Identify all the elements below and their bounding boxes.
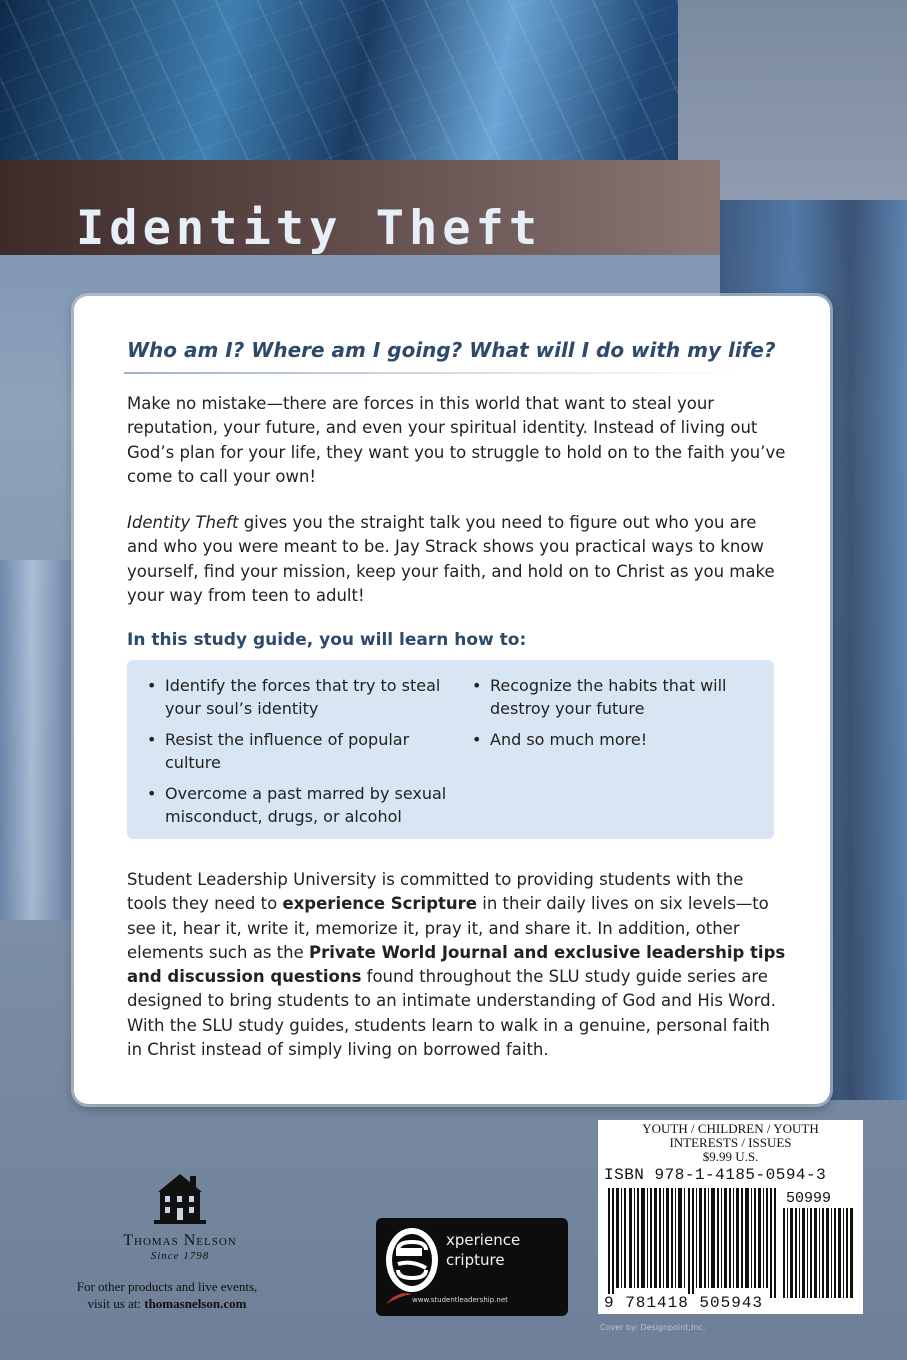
learn-list-right: [472, 674, 762, 759]
headline: Who am I? Where am I going? What will I do with my life?: [127, 338, 776, 362]
cover-credit: Cover by: Designpoint,Inc.: [600, 1323, 706, 1332]
learn-heading: In this study guide, you will learn how to:: [127, 630, 527, 650]
slu-text: Student Leadership University is committed to providing students with the tools they need to: [127, 870, 744, 914]
barcode-bars: [608, 1188, 776, 1298]
description-card: [74, 296, 830, 1104]
list-item: • Resist the influence of popular culture: [147, 728, 447, 774]
swoosh-icon: [384, 1290, 414, 1306]
es-url: www.studentleadership.net: [412, 1296, 508, 1304]
experience-scripture-logo: [376, 1218, 568, 1316]
paragraph-intro: Make no mistake—there are forces in this world that want to steal your reputation, your future, and even your spiritual identity. Instead of living out God’s plan for your life, they want you to struggle to hold on to the faith you’ve come to call your own!: [127, 394, 786, 486]
paragraph-summary: [127, 511, 787, 608]
publisher-url: thomasnelson.com: [144, 1296, 247, 1311]
list-item: • Identify the forces that try to steal your soul’s identity: [147, 674, 447, 720]
es-line: xperience: [446, 1231, 521, 1249]
price-addon-bars: [783, 1208, 855, 1298]
category-label: [598, 1122, 863, 1164]
price-code: 50999: [786, 1190, 832, 1207]
learn-box: [127, 660, 774, 839]
visit-line: visit us at:: [87, 1296, 145, 1311]
slu-bold: Private World Journal and exclusive leadership tips and discussion questions: [127, 942, 786, 987]
paragraph-slu: [127, 868, 787, 1062]
publisher-logo: [80, 1170, 280, 1262]
paragraph-summary-text: gives you the straight talk you need to figure out who you are and who you were meant to be. Jay Strack shows you practical ways to know yourself, find your mission, keep your faith, and hold on to Christ as you make your way from teen to adult!: [127, 513, 775, 605]
headline-rule: [124, 372, 744, 374]
price-label: $9.99 U.S.: [702, 1149, 759, 1164]
publisher-since: Since 1798: [150, 1250, 210, 1262]
category-line: INTERESTS / ISSUES: [669, 1135, 792, 1150]
list-item: • Overcome a past marred by sexual misconduct, drugs, or alcohol: [147, 782, 447, 828]
list-item: • And so much more!: [472, 728, 762, 751]
slu-bold: experience Scripture: [282, 894, 477, 914]
publisher-name: Thomas Nelson: [123, 1232, 237, 1249]
es-wordmark: [446, 1230, 520, 1270]
left-light-streaks: [0, 560, 80, 920]
category-line: YOUTH / CHILDREN / YOUTH: [642, 1121, 819, 1136]
es-line: cripture: [446, 1251, 505, 1269]
book-title-inline: Identity Theft: [127, 513, 239, 532]
learn-list-left: [147, 674, 447, 836]
slu-text: in their daily lives on six levels—to see it, hear it, write it, memorize it, pray it, and share it. In addition, other elements such as the: [127, 894, 769, 962]
isbn-text: ISBN 978-1-4185-0594-3: [604, 1166, 827, 1184]
barcode-box: [598, 1120, 863, 1314]
ean-number: 9 781418 505943: [604, 1294, 764, 1312]
visit-line: For other products and live events,: [76, 1279, 258, 1294]
es-badge-icon: [382, 1224, 442, 1296]
slu-text: found throughout the SLU study guide series are designed to bring students to an intimate understanding of God and His Word. With the SLU study guides, students learn to walk in a genuine, personal faith in Christ instead of simply living on borrowed faith.: [127, 967, 776, 1060]
list-item: • Recognize the habits that will destroy your future: [472, 674, 762, 720]
publisher-visit: [62, 1278, 272, 1312]
house-icon: [152, 1170, 208, 1226]
book-title: Identity Theft: [76, 201, 543, 256]
